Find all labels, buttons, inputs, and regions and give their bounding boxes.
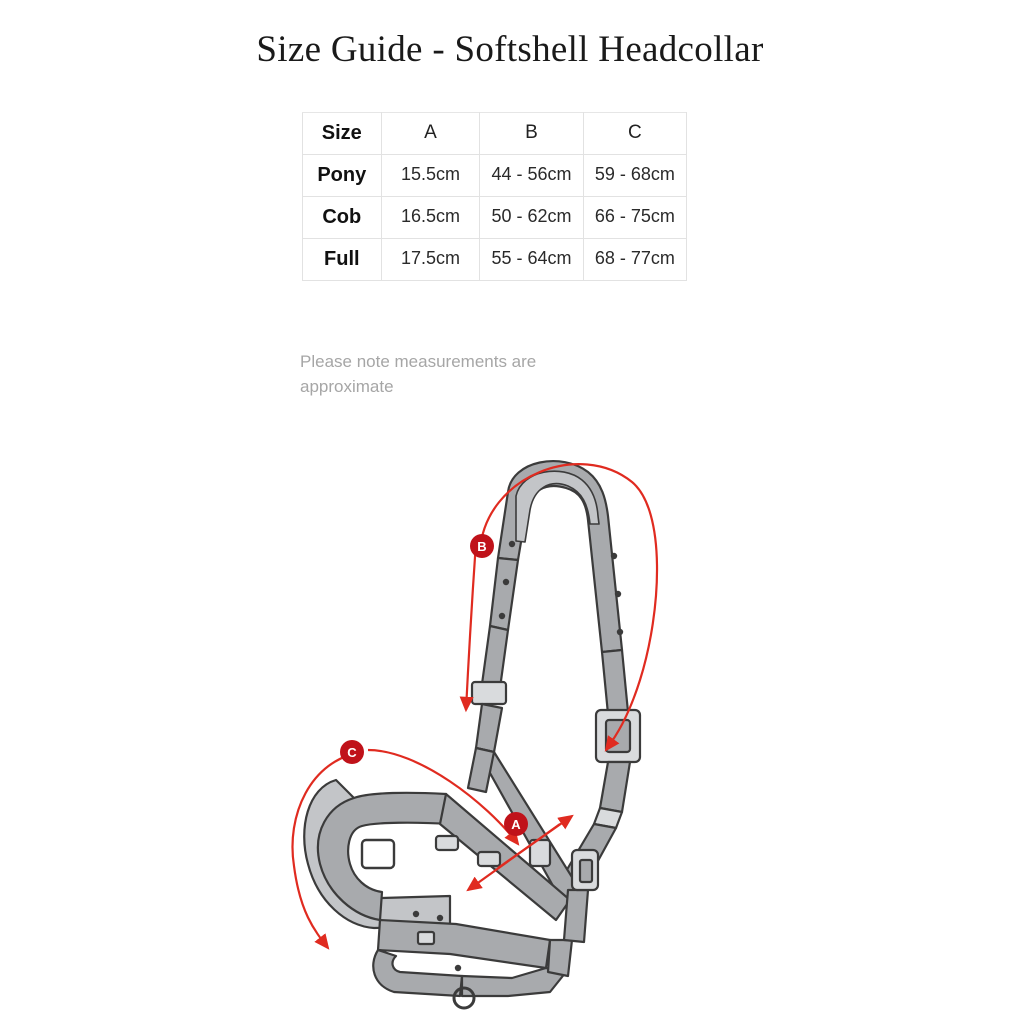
marker-c-label: C [347,745,357,760]
cell-b: 44 - 56cm [480,155,583,197]
marker-a [504,812,528,836]
cell-size: Pony [303,155,382,197]
table-row [303,155,687,197]
cell-a: 15.5cm [381,155,480,197]
cell-b: 50 - 62cm [480,197,583,239]
cell-size: Full [303,239,382,281]
headcollar-diagram [250,420,790,1010]
size-table [302,112,687,281]
table-row [303,197,687,239]
measurement-note: Please note measurements are approximate [300,352,537,396]
column-header-c: C [583,113,686,155]
cell-c: 66 - 75cm [583,197,686,239]
marker-a-label: A [511,817,521,832]
column-header-a: A [381,113,480,155]
page-title: Size Guide - Softshell Headcollar [256,29,764,70]
marker-b [470,534,494,558]
cell-b: 55 - 64cm [480,239,583,281]
table-row [303,239,687,281]
table-header-row [303,113,687,155]
cell-size: Cob [303,197,382,239]
cell-c: 59 - 68cm [583,155,686,197]
cell-a: 17.5cm [381,239,480,281]
column-header-b: B [480,113,583,155]
column-header-size: Size [303,113,382,155]
cell-c: 68 - 77cm [583,239,686,281]
marker-c [340,740,364,764]
cell-a: 16.5cm [381,197,480,239]
marker-b-label: B [477,539,487,554]
